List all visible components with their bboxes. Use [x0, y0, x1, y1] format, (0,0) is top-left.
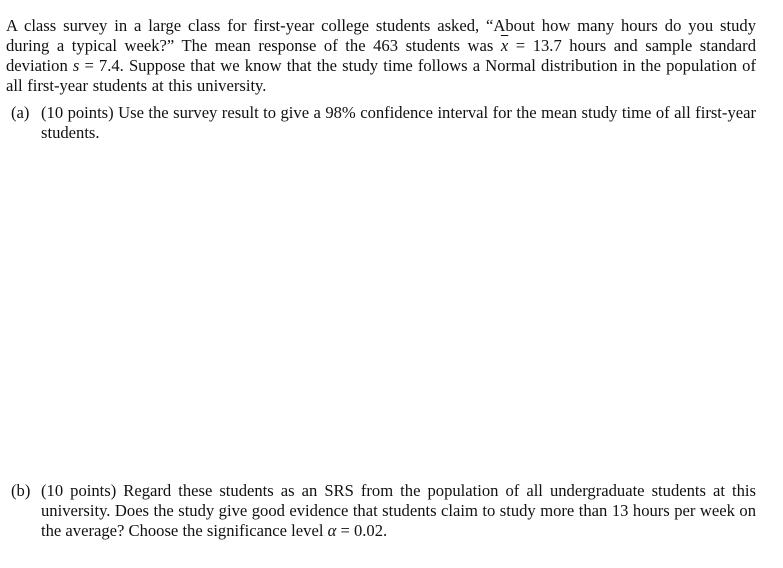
part-b-label: (b): [11, 481, 31, 500]
question-part-b: [11, 481, 756, 541]
part-b-body: [41, 481, 756, 541]
sample-mean-symbol: $\overline{x}$: [500, 36, 509, 55]
part-a-label: (a): [11, 103, 30, 122]
intro-text-1: A class survey in a large class for first-year college students asked, “About how many hours do you study during a typical week?” The mean response of the 463 students was: [6, 16, 756, 55]
part-b-text-2: = 0.02.: [336, 521, 388, 540]
alpha-symbol: α: [327, 521, 337, 540]
part-a-text: (10 points) Use the survey result to give a 98% confidence interval for the mean study time of all first-year students.: [41, 103, 756, 142]
problem-intro: [6, 16, 756, 96]
std-dev-symbol: s: [72, 56, 80, 75]
intro-text-3: = 7.4. Suppose that we know that the study time follows a Normal distribution in the population of all first-year students at this university.: [6, 56, 756, 95]
intro-text-2: = 13.7 hours and sample standard deviation: [6, 36, 756, 75]
question-part-a: [11, 103, 756, 143]
part-b-text-1: (10 points) Regard these students as an SRS from the population of all undergraduate students at this university. Does the study give good evidence that students claim to study more than 13 hours per week on the average? Choose the significance level: [41, 481, 756, 540]
